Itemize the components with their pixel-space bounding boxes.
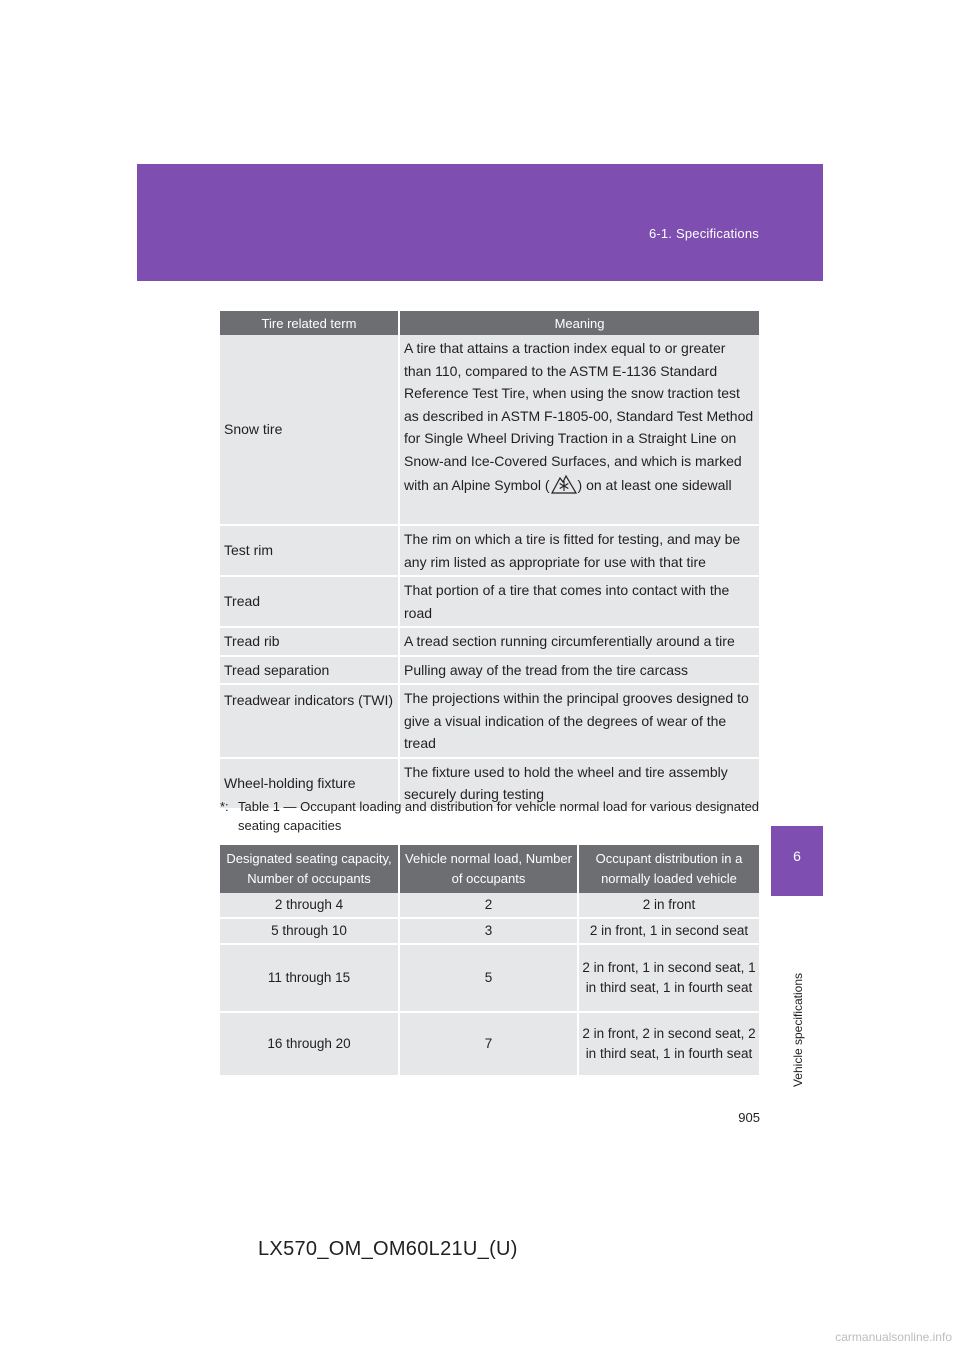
capacity-cell: 2 through 4 xyxy=(220,893,399,918)
table-row xyxy=(220,576,759,627)
page-number: 905 xyxy=(738,1110,760,1125)
term-cell: Tread xyxy=(220,576,399,627)
document-code: LX570_OM_OM60L21U_(U) xyxy=(258,1238,518,1260)
distribution-cell: 2 in front, 2 in second seat, 2 in third seat, 1 in fourth seat xyxy=(578,1012,759,1076)
capacity-cell: 5 through 10 xyxy=(220,918,399,944)
meaning-cell: The rim on which a tire is fitted for testing, and may be any rim listed as appropriate for use with that tire xyxy=(399,525,759,576)
meaning-cell: A tread section running circumferentially around a tire xyxy=(399,627,759,656)
watermark: carmanualsonline.info xyxy=(835,1330,952,1344)
table-header-row xyxy=(220,845,759,893)
meaning-cell: The fixture used to hold the wheel and tire assembly securely during testing xyxy=(399,758,759,809)
table-row xyxy=(220,944,759,1012)
term-cell: Tread rib xyxy=(220,627,399,656)
term-cell: Treadwear indicators (TWI) xyxy=(220,684,399,758)
column-header-distribution: Occupant distribution in a normally loaded vehicle xyxy=(578,845,759,893)
term-cell: Tread separation xyxy=(220,656,399,685)
load-cell: 5 xyxy=(399,944,578,1012)
footnote-text: Table 1 — Occupant loading and distribution for vehicle normal load for various designated seating capacities xyxy=(238,799,760,833)
column-header-term: Tire related term xyxy=(220,311,399,335)
load-cell: 2 xyxy=(399,893,578,918)
meaning-cell: Pulling away of the tread from the tire carcass xyxy=(399,656,759,685)
column-header-capacity: Designated seating capacity, Number of occupants xyxy=(220,845,399,893)
table-row xyxy=(220,918,759,944)
footnote xyxy=(220,797,760,835)
load-cell: 3 xyxy=(399,918,578,944)
column-header-meaning: Meaning xyxy=(399,311,759,335)
meaning-cell xyxy=(399,335,759,525)
term-cell: Wheel-holding fixture xyxy=(220,758,399,809)
footnote-mark: *: xyxy=(220,799,229,814)
table-header-row xyxy=(220,311,759,335)
chapter-side-label xyxy=(786,960,810,1100)
capacity-cell: 16 through 20 xyxy=(220,1012,399,1076)
distribution-cell: 2 in front, 1 in second seat, 1 in third seat, 1 in fourth seat xyxy=(578,944,759,1012)
table-row xyxy=(220,1012,759,1076)
tire-terms-table xyxy=(220,311,759,810)
meaning-cell: The projections within the principal grooves designed to give a visual indication of the degrees of wear of the tread xyxy=(399,684,759,758)
column-header-load: Vehicle normal load, Number of occupants xyxy=(399,845,578,893)
distribution-cell: 2 in front xyxy=(578,893,759,918)
table-row xyxy=(220,656,759,685)
meaning-text: A tire that attains a traction index equal to or greater than 110, compared to the ASTM E-1136 Standard Reference Test Tire, when using the snow traction test as described in ASTM F-1805-00, Standard Test Method for Single Wheel Driving Traction in a Straight Line on Snow-and Ice-Covered Surfaces, and which is marked with an Alpine Symbol ( xyxy=(404,340,754,493)
section-title: 6-1. Specifications xyxy=(648,226,759,241)
chapter-label: Vehicle specifications xyxy=(791,972,805,1088)
table-row xyxy=(220,893,759,918)
distribution-cell: 2 in front, 1 in second seat xyxy=(578,918,759,944)
chapter-number: 6 xyxy=(793,848,801,864)
table-row xyxy=(220,335,759,525)
alpine-symbol-icon xyxy=(551,472,577,494)
meaning-cell: That portion of a tire that comes into contact with the road xyxy=(399,576,759,627)
table-row xyxy=(220,684,759,758)
table-row xyxy=(220,627,759,656)
table-row xyxy=(220,525,759,576)
header-band xyxy=(137,164,823,281)
occupant-loading-table xyxy=(220,845,759,1077)
term-cell: Test rim xyxy=(220,525,399,576)
capacity-cell: 11 through 15 xyxy=(220,944,399,1012)
meaning-text-end: ) on at least one sidewall xyxy=(577,477,732,493)
chapter-tab xyxy=(771,826,823,896)
load-cell: 7 xyxy=(399,1012,578,1076)
term-cell: Snow tire xyxy=(220,335,399,525)
